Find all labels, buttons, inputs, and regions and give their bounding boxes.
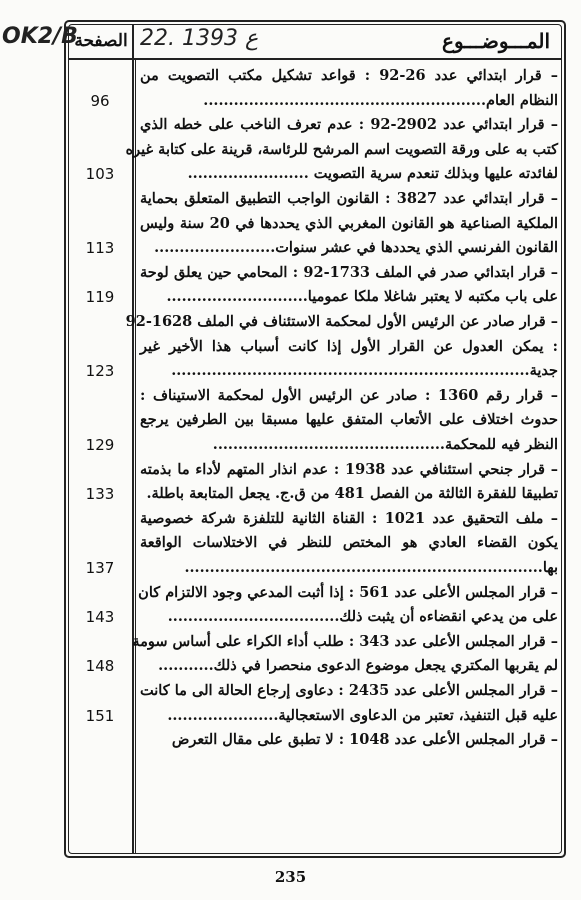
entry-page-number: 119 — [85, 288, 115, 307]
page-column-header: الصفحة — [74, 31, 128, 51]
entry-page-number: 151 — [85, 706, 115, 725]
entry-line: – قرار ابتدائي صدر في الملف 1733-92 : المحامي حين يعلق لوحة — [140, 263, 558, 281]
entry-page-number: 143 — [85, 608, 115, 627]
entry-line: – قرار المجلس الأعلى عدد 561 : إذا أثبت المدعي وجود الالتزام كان — [138, 583, 558, 601]
entry-line: القانون الفرنسي الذي يحددها في عشر سنوات........................ — [154, 239, 558, 257]
entry-line: – قرار ابتدائي عدد 2902-92 : عدم تعرف الناخب على خطه الذي — [140, 116, 559, 134]
page-number-footer: 235 — [274, 868, 307, 886]
entry-page-number: 129 — [85, 436, 115, 454]
entry-line: حدوث اختلاف على الأتعاب المتفق عليها مسبقا بين الطرفين يرجع — [140, 411, 558, 429]
entry-page-number: 133 — [85, 485, 115, 504]
entry-line: عليه قبل التنفيذ، تعتبر من الدعاوى الاستعجالية...................... — [167, 706, 558, 724]
entry-line: – قرار المجلس الأعلى عدد 1048 : لا تطبق على مقال التعرض — [171, 731, 558, 749]
entry-page-number: 113 — [85, 239, 115, 258]
entry-line: الملكية الصناعية هو القانون المغربي الذي يحددها في 20 سنة وليس — [140, 214, 558, 232]
entry-page-number: 123 — [85, 362, 115, 381]
entry-line: – قرار ابتدائي عدد 26-92 : قواعد تشكيل مكتب التصويت من — [140, 67, 559, 84]
entry-line: تطبيقا للفقرة الثالثة من الفصل 481 من ق.ج. يجعل المتابعة باطلة. — [146, 485, 558, 503]
entry-line: – قرار ابتدائي عدد 3827 : القانون الواجب التطبيق المتعلق بحماية — [140, 190, 559, 207]
entry-line: – قرار جنحي استئنافي عدد 1938 : عدم انذار المتهم لأداء ما بذمته — [140, 460, 559, 478]
entry-line: بها....................................................................... — [184, 559, 558, 576]
entry-line: جدية....................................................................... — [171, 362, 558, 380]
entry-line: لم يقربها المكتري يجعل موضوع الدعوى منحصرا في ذلك........... — [158, 657, 558, 675]
entry-page-number: 103 — [85, 165, 115, 184]
handwritten-reference: OK2/B — [2, 24, 78, 49]
entry-line: على من يدعي انقضاءه أن يثبت ذلك.................................. — [167, 608, 558, 626]
entry-line: – قرار المجلس الأعلى عدد 2435 : دعاوى إرجاع الحالة الى ما كانت — [140, 682, 558, 699]
entry-line: : يمكن العدول عن القرار الأول إذا كانت أسباب هذا الأخير غير — [140, 337, 558, 355]
entry-line: النظر فيه للمحكمة.............................................. — [212, 436, 558, 453]
entry-line: على باب مكتبه لا يعتبر شاغلا ملكا عموميا............................ — [166, 288, 558, 306]
entry-page-number: 96 — [90, 91, 110, 110]
entry-line: – قرار رقم 1360 : صادر عن الرئيس الأول لمحكمة الاستيناف : — [140, 386, 558, 404]
entry-line: كتب به على ورقة التصويت اسم المرشح للرئاسة، قرينة على كتابة غيره — [125, 140, 558, 158]
entry-line: لفائدته عليها وبذلك تنعدم سرية التصويت ........................ — [187, 165, 558, 183]
entry-line: – قرار صادر عن الرئيس الأول لمحكمة الاستئناف في الملف 1628-92 — [125, 313, 558, 330]
entry-line: النظام العام........................................................ — [203, 91, 558, 109]
entry-line: – ملف التحقيق عدد 1021 : القناة الثانية للتلفزة شركة خصوصية — [140, 509, 558, 527]
entry-page-number: 137 — [85, 559, 115, 577]
subject-column-header: المـــوضـــوع — [442, 29, 550, 53]
entry-line: – قرار المجلس الأعلى عدد 343 : طلب أداء الكراء على أساس سومة — [132, 632, 558, 650]
handwritten-date-note: 22. ع 1393 — [140, 26, 259, 51]
entry-line: يكون القضاء العادي هو المختص للنظر في الاختلاسات الواقعة — [140, 534, 558, 552]
entry-page-number: 148 — [85, 657, 115, 676]
